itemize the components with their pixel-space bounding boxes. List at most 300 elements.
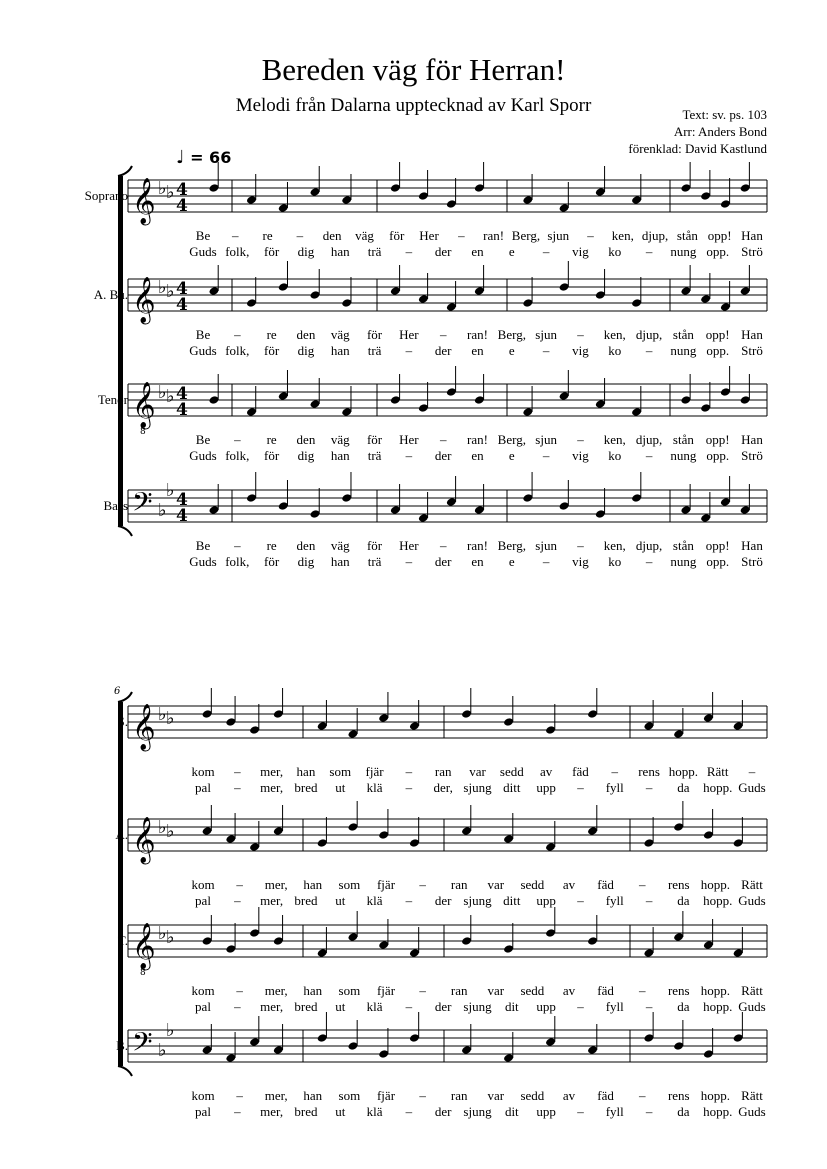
staff-label: B. [116,1038,128,1053]
lyric-syllable: – [458,228,465,243]
bracket-bottom-hook [118,526,132,536]
flat-icon: ♭ [158,277,167,298]
lyric-syllable: kom [191,877,215,892]
lyric-syllable: trä [367,554,382,569]
treble-clef-icon: 𝄞 [132,817,156,863]
lyric-syllable: Strö [741,343,763,358]
lyric-syllable: opp! [705,538,730,553]
lyric-syllable: sjun [547,228,570,243]
lyric-syllable: Berg, [497,432,526,447]
lyric-syllable: mer, [260,780,284,795]
treble-clef-icon: 𝄞 [132,382,156,428]
staff-label: S. [117,714,128,729]
lyric-syllable: – [405,764,413,779]
lyric-syllable: – [577,432,584,447]
lyric-syllable: var [487,877,505,892]
lyric-syllable: Her [399,432,419,447]
lyric-syllable: upp [536,1104,556,1119]
lyric-syllable: Han [741,327,763,342]
lyric-syllable: – [236,1088,243,1103]
lyric-syllable: – [645,448,653,463]
lyric-syllable: stån [672,327,694,342]
lyric-syllable: mer, [260,893,284,908]
lyric-syllable: Strö [741,448,763,463]
lyric-syllable: Be [195,432,211,447]
lyric-syllable: sedd [520,1088,545,1103]
lyric-syllable: – [542,554,550,569]
lyric-syllable: upp [536,893,556,908]
lyric-syllable: sjun [535,327,557,342]
lyric-syllable: fjär [365,764,384,779]
lyric-syllable: Guds [189,554,217,569]
lyric-syllable: vig [572,343,589,358]
flat-icon: ♭ [166,386,175,407]
credit-text: Text: sv. ps. 103 [682,107,767,122]
lyric-syllable: re [266,432,277,447]
lyric-syllable: han [330,244,350,259]
lyric-syllable: – [234,432,241,447]
lyric-syllable: – [419,983,426,998]
lyric-syllable: vig [572,448,589,463]
lyric-syllable: en [471,244,484,259]
lyric-syllable: dig [297,554,315,569]
lyric-syllable: – [645,244,653,259]
lyric-syllable: klä [366,999,383,1014]
lyric-syllable: ran [450,1088,468,1103]
flat-icon: ♭ [166,182,175,203]
lyric-syllable: ran! [467,327,488,342]
lyric-syllable: Her [399,327,419,342]
lyric-syllable: Guds [738,780,766,795]
quarter-note-icon: ♩ [176,147,185,168]
lyric-syllable: kom [191,764,215,779]
lyric-syllable: – [405,343,413,358]
lyric-syllable: bred [294,780,318,795]
octave-marker: 8 [140,427,146,437]
lyric-syllable: Guds [189,448,217,463]
lyric-syllable: väg [355,228,374,243]
lyric-syllable: ken, [603,432,626,447]
lyric-syllable: Berg, [497,538,526,553]
lyric-syllable: för [264,554,280,569]
lyric-syllable: bred [294,999,318,1014]
time-signature-numerator: 4 [176,279,188,299]
lyric-syllable: ran [450,983,468,998]
lyric-syllable: – [645,893,653,908]
lyric-syllable: kom [191,1088,215,1103]
lyric-syllable: för [264,343,280,358]
lyric-syllable: – [405,554,413,569]
lyric-syllable: Guds [738,893,766,908]
staff-label: A. Bu. [93,287,128,302]
lyric-syllable: sjun [535,432,557,447]
lyric-syllable: sjung [463,1104,492,1119]
flat-icon: ♭ [166,821,175,842]
lyric-syllable: upp [536,999,556,1014]
lyric-syllable: av [562,1088,576,1103]
lyric-syllable: – [577,538,584,553]
lyric-syllable: nung [670,244,697,259]
lyric-syllable: fyll [605,999,624,1014]
lyric-syllable: sjung [463,780,492,795]
lyric-syllable: Berg, [511,228,541,243]
lyric-syllable: kom [191,983,215,998]
staff-label: Bass [103,498,128,513]
lyric-syllable: ko [608,448,622,463]
lyric-syllable: rens [667,1088,690,1103]
treble-clef-icon: 𝄞 [132,923,156,969]
lyric-syllable: der, [433,780,453,795]
lyric-syllable: hopp. [700,1088,731,1103]
lyric-syllable: den [322,228,342,243]
flat-icon: ♭ [158,500,167,521]
lyric-syllable: dig [297,448,315,463]
flat-icon: ♭ [166,480,175,501]
treble-clef-icon: 𝄞 [132,277,156,323]
lyric-syllable: – [419,877,426,892]
lyric-syllable: der [434,244,452,259]
time-signature-numerator: 4 [176,384,188,404]
lyric-syllable: – [748,764,756,779]
lyric-syllable: Berg, [497,327,526,342]
time-signature-denominator: 4 [176,295,188,315]
lyric-syllable: e [508,554,515,569]
lyric-syllable: hopp. [700,983,731,998]
lyric-syllable: fäd [597,877,614,892]
lyric-syllable: e [508,448,515,463]
lyric-syllable: – [234,999,241,1014]
lyric-syllable: för [264,448,280,463]
lyric-syllable: Be [195,228,211,243]
lyric-syllable: han [303,877,323,892]
lyric-syllable: opp. [706,448,730,463]
lyric-syllable: Rätt [741,983,763,998]
lyric-syllable: fäd [597,983,614,998]
lyric-syllable: för [366,432,383,447]
flat-icon: ♭ [158,178,167,199]
lyric-syllable: opp! [707,228,732,243]
lyric-syllable: Han [741,538,763,553]
measure-number: 6 [114,686,121,697]
lyric-syllable: – [542,343,550,358]
lyric-syllable: opp! [705,327,730,342]
lyric-syllable: som [338,1088,361,1103]
lyric-syllable: han [303,983,323,998]
lyric-syllable: fyll [605,780,624,795]
lyric-syllable: ut [335,999,346,1014]
lyric-syllable: en [471,343,484,358]
credit-arranger: Arr: Anders Bond [673,124,767,139]
lyric-syllable: Guds [189,244,217,259]
lyric-syllable: – [234,538,241,553]
lyric-syllable: Guds [738,999,766,1014]
lyric-syllable: – [405,999,413,1014]
lyric-syllable: som [338,983,361,998]
lyric-syllable: mer, [264,983,288,998]
lyric-syllable: opp! [705,432,730,447]
lyric-syllable: – [234,780,241,795]
system-bracket [118,176,123,526]
lyric-syllable: upp [536,780,556,795]
lyric-syllable: väg [330,327,350,342]
lyric-syllable: – [577,327,584,342]
lyric-syllable: Be [195,327,211,342]
lyric-syllable: var [469,764,486,779]
lyric-syllable: djup, [635,432,663,447]
lyric-syllable: trä [367,448,382,463]
lyric-syllable: Strö [741,244,763,259]
lyric-syllable: – [234,764,241,779]
system-bracket [118,702,123,1066]
flat-icon: ♭ [166,927,175,948]
lyric-syllable: pal [195,780,211,795]
score-title: Bereden väg för Herran! [261,52,566,87]
lyric-syllable: ran! [467,432,488,447]
lyric-syllable: pal [195,999,211,1014]
lyric-syllable: ditt [503,893,521,908]
lyric-syllable: var [487,983,505,998]
staff-label: T. [117,933,128,948]
lyric-syllable: sedd [520,983,545,998]
lyric-syllable: ut [335,893,346,908]
lyric-syllable: av [562,983,576,998]
lyric-syllable: stån [672,432,694,447]
lyric-syllable: trä [367,343,382,358]
lyric-syllable: Rätt [706,764,729,779]
lyric-syllable: – [577,893,584,908]
bracket-top-hook [118,166,132,176]
lyric-syllable: da [677,893,690,908]
staff-label: Soprano [84,188,128,203]
lyric-syllable: mer, [260,999,284,1014]
staff-label: A. [115,827,128,842]
lyric-syllable: pal [195,893,211,908]
lyric-syllable: dig [297,343,315,358]
lyric-syllable: – [234,327,241,342]
lyric-syllable: nung [670,343,697,358]
lyric-syllable: han [330,554,350,569]
lyric-syllable: väg [330,432,350,447]
lyric-syllable: opp. [706,343,730,358]
lyric-syllable: sjung [463,999,492,1014]
lyric-syllable: – [645,780,653,795]
lyric-syllable: – [405,893,413,908]
lyric-syllable: da [677,1104,690,1119]
lyric-syllable: vig [572,244,589,259]
lyric-syllable: rens [638,764,660,779]
lyric-syllable: fäd [572,764,589,779]
lyric-syllable: Be [195,538,211,553]
lyric-syllable: ran [450,877,468,892]
lyric-syllable: dit [504,999,519,1014]
lyric-syllable: – [577,1104,584,1119]
lyric-syllable: da [677,780,690,795]
lyric-syllable: – [405,780,413,795]
lyric-syllable: som [338,877,361,892]
lyric-syllable: hopp. [700,877,731,892]
lyric-syllable: – [638,1088,646,1103]
lyric-syllable: – [236,877,243,892]
lyric-syllable: mer, [264,1088,288,1103]
lyric-syllable: fyll [605,1104,624,1119]
lyric-syllable: var [487,1088,505,1103]
lyric-syllable: opp. [706,244,730,259]
flat-icon: ♭ [166,281,175,302]
lyric-syllable: Her [419,228,439,243]
treble-clef-icon: 𝄞 [132,704,156,750]
lyric-syllable: ken, [603,538,626,553]
lyric-syllable: ran! [467,538,488,553]
lyric-syllable: av [539,764,553,779]
lyric-syllable: fjär [376,983,396,998]
flat-icon: ♭ [158,1040,167,1061]
lyric-syllable: – [577,780,584,795]
lyric-syllable: Han [741,228,763,243]
lyric-syllable: ko [608,343,622,358]
lyric-syllable: folk, [225,244,250,259]
treble-clef-icon: 𝄞 [132,178,156,224]
lyric-syllable: han [330,343,350,358]
lyric-syllable: djup, [635,327,663,342]
lyric-syllable: hopp. [703,1104,733,1119]
lyric-syllable: pal [195,1104,211,1119]
lyric-syllable: hopp. [703,780,733,795]
lyric-syllable: – [638,877,646,892]
time-signature-denominator: 4 [176,400,188,420]
lyric-syllable: ditt [503,780,521,795]
lyric-syllable: folk, [225,554,250,569]
lyric-syllable: fjär [376,1088,396,1103]
lyric-syllable: ran! [483,228,505,243]
lyric-syllable: sedd [499,764,524,779]
time-signature-numerator: 4 [176,490,188,510]
lyric-syllable: – [419,1088,426,1103]
lyric-syllable: Her [399,538,419,553]
lyric-syllable: der [434,343,452,358]
lyric-syllable: Rätt [741,877,763,892]
lyric-syllable: för [389,228,405,243]
flat-icon: ♭ [158,923,167,944]
lyric-syllable: klä [366,1104,383,1119]
bass-clef-icon: 𝄢 [132,1026,153,1064]
lyric-syllable: – [234,893,241,908]
lyric-syllable: fjär [376,877,396,892]
lyric-syllable: – [645,999,653,1014]
lyric-syllable: – [439,538,447,553]
lyric-syllable: Guds [189,343,217,358]
lyric-syllable: för [366,327,383,342]
lyric-syllable: den [296,327,316,342]
lyric-syllable: – [542,448,550,463]
lyric-syllable: – [296,228,304,243]
lyric-syllable: hopp. [703,999,733,1014]
lyric-syllable: han [296,764,316,779]
lyric-syllable: sjung [463,893,492,908]
lyric-syllable: – [232,228,239,243]
lyric-syllable: bred [294,1104,318,1119]
lyric-syllable: der [434,1104,452,1119]
lyric-syllable: rens [667,983,690,998]
staff-label: Tenor [97,392,128,407]
lyric-syllable: – [645,554,653,569]
lyric-syllable: den [296,432,316,447]
lyric-syllable: – [236,983,243,998]
lyric-syllable: en [471,554,484,569]
lyric-syllable: e [508,244,515,259]
lyric-syllable: der [434,893,452,908]
lyric-syllable: dig [297,244,315,259]
lyric-syllable: – [542,244,550,259]
lyric-syllable: klä [366,780,383,795]
lyric-syllable: mer, [264,877,288,892]
lyric-syllable: Strö [741,554,763,569]
lyric-syllable: ut [335,1104,346,1119]
octave-marker: 8 [140,968,146,978]
credit-simplified: förenklad: David Kastlund [628,141,767,156]
lyric-syllable: för [366,538,383,553]
lyric-syllable: – [611,764,618,779]
lyric-syllable: klä [366,893,383,908]
flat-icon: ♭ [158,817,167,838]
lyric-syllable: – [405,244,413,259]
lyric-syllable: ut [335,780,346,795]
lyric-syllable: fäd [597,1088,614,1103]
lyric-syllable: ko [608,554,622,569]
lyric-syllable: der [434,448,452,463]
lyric-syllable: der [434,554,452,569]
lyric-syllable: – [405,1104,413,1119]
lyric-syllable: för [264,244,280,259]
lyric-syllable: mer, [260,764,284,779]
lyric-syllable: sjun [535,538,557,553]
lyric-syllable: hopp. [668,764,698,779]
time-signature-numerator: 4 [176,180,188,200]
lyric-syllable: – [439,327,447,342]
lyric-syllable: der [434,999,452,1014]
lyric-syllable: stån [676,228,698,243]
lyric-syllable: – [587,228,594,243]
score-subtitle: Melodi från Dalarna upptecknad av Karl Sporr [235,95,592,116]
lyric-syllable: han [303,1088,323,1103]
lyric-syllable: bred [294,893,318,908]
lyric-syllable: – [645,343,653,358]
tempo-value: = 66 [190,148,232,167]
lyric-syllable: – [405,448,413,463]
lyric-syllable: ko [608,244,622,259]
lyric-syllable: dit [504,1104,519,1119]
lyric-syllable: den [296,538,316,553]
lyric-syllable: – [577,999,584,1014]
lyric-syllable: folk, [225,343,250,358]
lyric-syllable: som [329,764,352,779]
lyric-syllable: re [266,327,277,342]
lyric-syllable: folk, [225,448,250,463]
lyric-syllable: djup, [641,228,669,243]
lyric-syllable: ran [434,764,452,779]
bracket-bottom-hook [118,1066,132,1076]
flat-icon: ♭ [158,704,167,725]
time-signature-denominator: 4 [176,506,188,526]
flat-icon: ♭ [166,1020,175,1041]
lyric-syllable: – [645,1104,653,1119]
lyric-syllable: da [677,999,690,1014]
lyric-syllable: e [508,343,515,358]
lyric-syllable: fyll [605,893,624,908]
lyric-syllable: nung [670,448,697,463]
lyric-syllable: hopp. [703,893,733,908]
lyric-syllable: ken, [603,327,626,342]
flat-icon: ♭ [158,382,167,403]
